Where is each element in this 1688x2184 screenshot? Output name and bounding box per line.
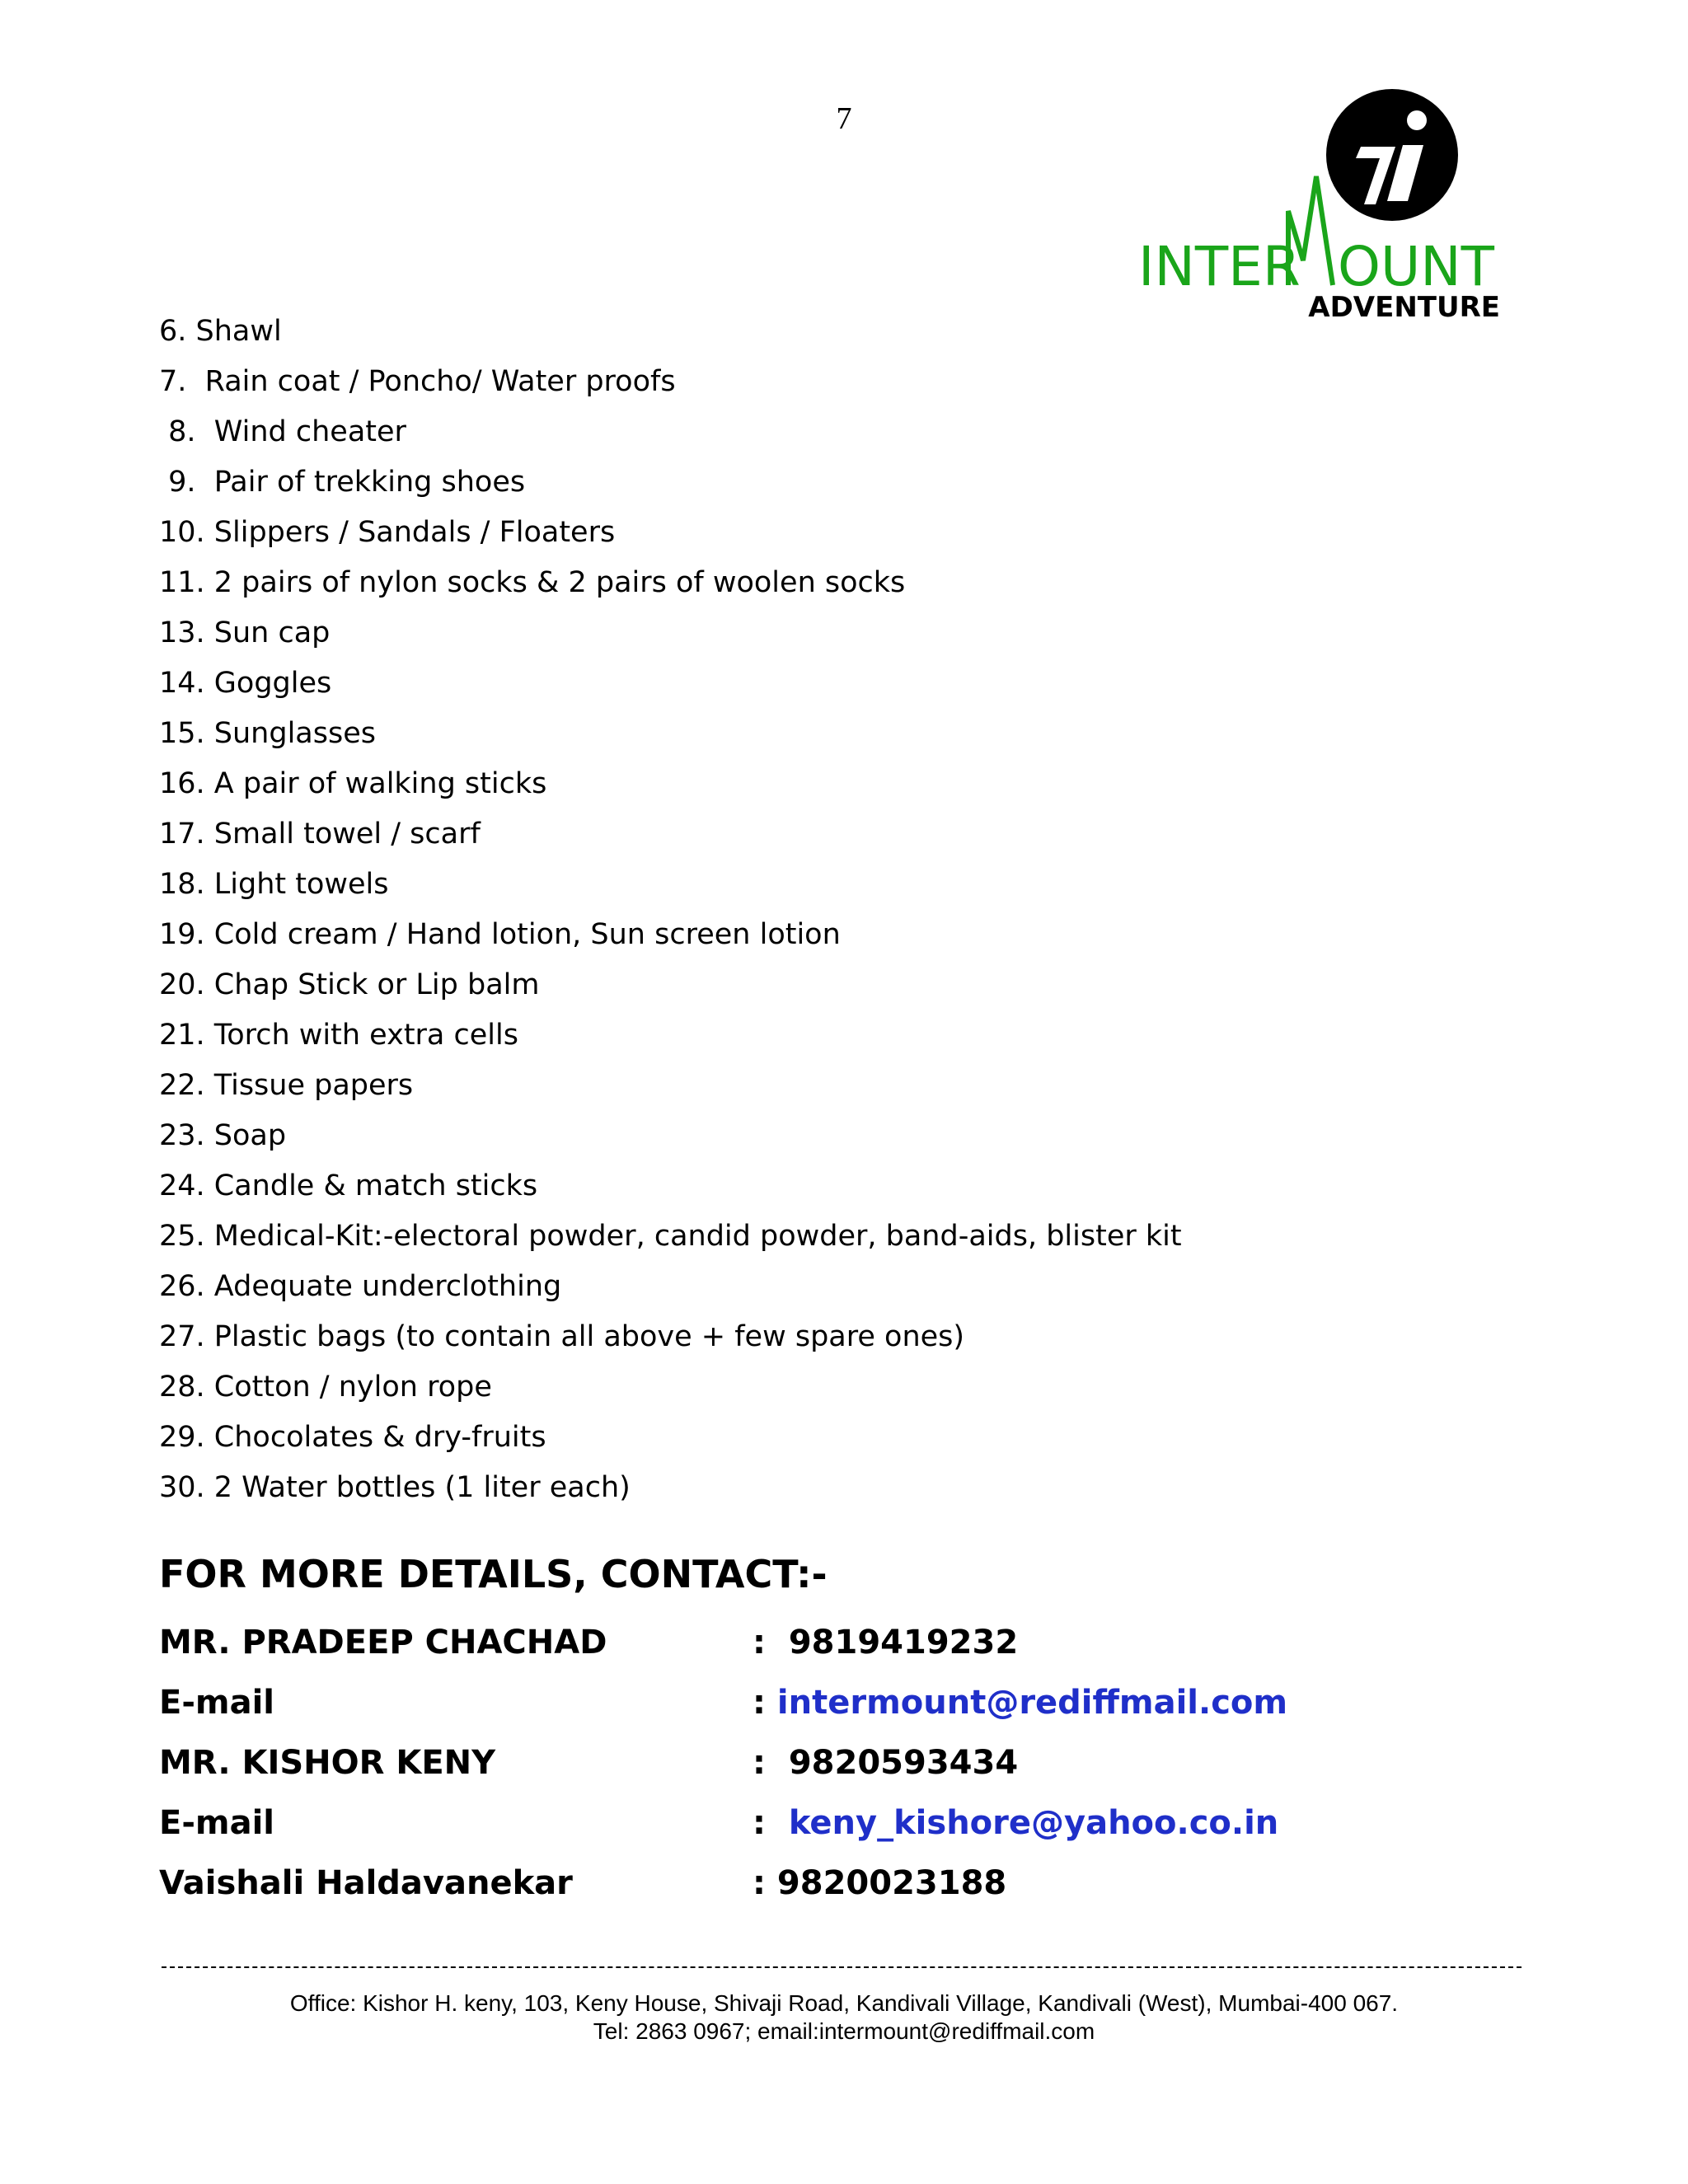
email-prefix: : — [753, 1684, 777, 1722]
intermount-logo — [1125, 79, 1512, 335]
list-item: 16. A pair of walking sticks — [159, 767, 547, 800]
packing-list — [159, 307, 1182, 1513]
list-item: 30. 2 Water bottles (1 liter each) — [159, 1471, 631, 1504]
list-item: 8. Wind cheater — [159, 415, 406, 448]
email-label: E-mail — [159, 1684, 275, 1722]
list-item: 9. Pair of trekking shoes — [159, 466, 526, 499]
list-item: 17. Small towel / scarf — [159, 818, 481, 851]
list-item: 7. Rain coat / Poncho/ Water proofs — [159, 365, 676, 398]
contact-heading: FOR MORE DETAILS, CONTACT:- — [159, 1552, 828, 1596]
list-item: 29. Chocolates & dry-fruits — [159, 1421, 546, 1454]
list-item: 24. Candle & match sticks — [159, 1169, 538, 1202]
list-item: 10. Slippers / Sandals / Floaters — [159, 516, 616, 549]
list-item: 20. Chap Stick or Lip balm — [159, 968, 540, 1001]
list-item: 6. Shawl — [159, 315, 282, 348]
list-item: 25. Medical-Kit:-electoral powder, candid powder, band-aids, blister kit — [159, 1220, 1182, 1253]
email-prefix: : — [753, 1804, 789, 1842]
list-item: 18. Light towels — [159, 868, 389, 901]
email-link[interactable]: keny_kishore@yahoo.co.in — [788, 1804, 1279, 1842]
page-number: 7 — [836, 101, 852, 136]
list-item: 26. Adequate underclothing — [159, 1270, 562, 1303]
footer-divider — [162, 1966, 1522, 1968]
contact-phone: : 9820023188 — [753, 1864, 1007, 1902]
list-item: 14. Goggles — [159, 667, 332, 700]
list-item: 21. Torch with extra cells — [159, 1019, 518, 1052]
contact-name: MR. KISHOR KENY — [159, 1744, 496, 1782]
email-label: E-mail — [159, 1804, 275, 1842]
list-item: 22. Tissue papers — [159, 1069, 414, 1102]
logo-name-left: INTER — [1138, 235, 1301, 298]
footer-address: Office: Kishor H. keny, 103, Keny House, Shivaji Road, Kandivali Village, Kandivali (West), Mumbai-400 067. — [289, 1990, 1399, 2016]
list-item: 19. Cold cream / Hand lotion, Sun screen lotion — [159, 918, 841, 951]
contact-phone: : 9820593434 — [753, 1744, 1019, 1782]
contact-name: Vaishali Haldavanekar — [159, 1864, 573, 1902]
list-item: 15. Sunglasses — [159, 717, 376, 750]
email-value — [753, 1684, 1287, 1722]
logo-tagline: ADVENTURE — [1308, 291, 1500, 324]
email-value — [753, 1804, 1278, 1842]
contact-name: MR. PRADEEP CHACHAD — [159, 1624, 607, 1661]
list-item: 28. Cotton / nylon rope — [159, 1371, 492, 1404]
office-footer — [0, 1990, 1688, 2046]
list-item: 27. Plastic bags (to contain all above + few spare ones) — [159, 1320, 965, 1353]
email-link[interactable]: intermount@rediffmail.com — [776, 1684, 1288, 1722]
list-item: 11. 2 pairs of nylon socks & 2 pairs of woolen socks — [159, 566, 906, 599]
logo-name-right: OUNT — [1338, 235, 1494, 298]
list-item: 23. Soap — [159, 1119, 287, 1152]
contact-phone: : 9819419232 — [753, 1624, 1019, 1661]
footer-contact: Tel: 2863 0967; email:intermount@rediffmail.com — [593, 2018, 1095, 2044]
list-item: 13. Sun cap — [159, 616, 331, 649]
